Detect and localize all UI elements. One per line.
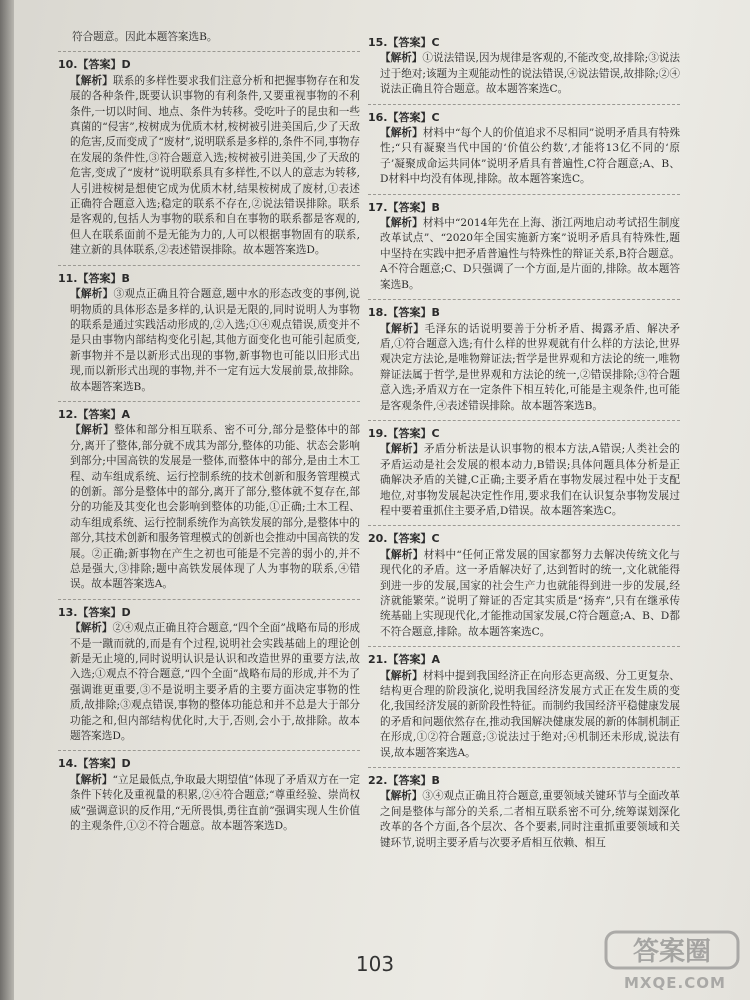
left-answer-list	[58, 51, 360, 834]
explanation	[380, 322, 680, 414]
answer-label: 11.【答案】B	[58, 271, 130, 285]
explanation-text: 矛盾分析法是认识事物的根本方法,A错误;人类社会的矛盾运动是社会发展的根本动力,B错误;具体问题具体分析是正确解决矛盾的关键,C正确;主要矛盾在事物发展过程中处于支配地位,对事物发展起决定性作用,要求我们在认识复杂事物发展过程中要着重抓住主要矛盾,D错误。故本题答案选C。	[380, 443, 680, 517]
answer-label: 17.【答案】B	[368, 200, 440, 214]
explanation-text: 整体和部分相互联系、密不可分,部分是整体中的部分,离开了整体,部分就不成其为部分,整体的功能、状态会影响到部分;中国高铁的发展是一整体,而整体中的部分,是由土木工程、动车组成系统、运行控制系统的技术创新和服务管理模式的创新。部分是整体中的部分,离开了部分,整体就不复存在,部分的功能及其变化也会影响到整体的功能,①正确;土木工程、动车组成系统、运行控制系统作为高铁发展的部分,是整体中的部分,其技术创新和服务管理模式的创新也会推动中国高铁的发展。②正确;新事物在产生之初也可能是不完善的弱小的,并不总是强大,③排除;题中高铁发展体现了人为事物的联系,④错误。故本题答案选A。	[70, 424, 361, 591]
explanation-text: 联系的多样性要求我们注意分析和把握事物存在和发展的各种条件,既要认识事物的有利条件,又要重视事物的不利条件,一切以时间、地点、条件为转移。受吃叶子的昆虫和一些真菌的“侵害”,桉树成为优质木材,桉树被引进美国后,少了天敌的危害,反而变成了“废材”,说明联系是多样的,条件不同,事物存在发展的条件性,③符合题意入选;桉树被引进美国,少了天敌的危害,变成了“废材”说明联系具有多样性,不以人的意志为转移,人引进桉树是想使它成为优质木材,结果桉树成了废材,①表述正确符合题意入选;稳定的联系不存在,②说法错误排除。联系是客观的,包括人为事物的联系和自在事物的联系都是客观的,但人在联系面前不是无能为力的,人可以根据事物固有的联系,建立新的具体联系,②表述错误排除。故本题答案选D。	[70, 74, 361, 257]
explanation	[380, 548, 680, 640]
explanation-tag: 【解析】	[380, 548, 424, 561]
answer-label: 19.【答案】C	[368, 426, 440, 440]
explanation-tag: 【解析】	[380, 217, 423, 230]
continuation-text: 符合题意。因此本题答案选B。	[72, 31, 218, 43]
explanation-tag: 【解析】	[70, 424, 115, 437]
answer-label: 13.【答案】D	[58, 605, 131, 619]
answer-label: 14.【答案】D	[58, 757, 131, 771]
answer-label: 22.【答案】B	[368, 774, 440, 788]
answer-item	[58, 265, 360, 395]
explanation-text: “立足最低点,争取最大期望值”体现了矛盾双方在一定条件下转化及重视量的积累,②④符合题意;“尊重经验、崇尚权威”强调意识的反作用,“无所畏惧,勇往直前”强调实现人生价值的主观条件,①②不符合题意。故本题答案选D。	[70, 773, 361, 833]
left-column	[58, 30, 360, 835]
explanation-text: 材料中提到我国经济正在向形态更高级、分工更复杂、结构更合理的阶段演化,说明我国经济发展方式正在发生质的变化,我国经济发展的新阶段性特征。而制约我国经济平稳健康发展的矛盾和问题依然存在,推动我国解决健康发展的新的体制机制正在形成,①②符合题意;③说法过于绝对;④机制还未形成,说法有误,故本题答案选A。	[380, 669, 680, 759]
right-column	[368, 30, 680, 851]
explanation-tag: 【解析】	[70, 74, 113, 87]
explanation-tag: 【解析】	[380, 443, 424, 456]
explanation-tag: 【解析】	[380, 669, 423, 682]
explanation	[70, 773, 360, 835]
answer-item	[368, 194, 680, 293]
explanation-text: ③④观点正确且符合题意,重要领域关键环节与全面改革之间是整体与部分的关系,二者相互联系密不可分,统筹谋划深化改革的各个方面,各个层次、各个要素,同时注重抓重要领域和关键环节,说明主要矛盾与次要矛盾相互依赖、相互	[380, 790, 680, 849]
watermark-logo	[604, 928, 744, 972]
answer-label: 21.【答案】A	[368, 653, 440, 667]
answer-item	[368, 767, 680, 851]
explanation	[380, 51, 680, 97]
watermark	[604, 928, 744, 994]
answer-item	[58, 401, 360, 593]
explanation-tag: 【解析】	[380, 322, 425, 335]
watermark-url: MXQE.COM	[624, 974, 726, 992]
answer-label: 15.【答案】C	[368, 36, 440, 49]
answer-item	[58, 750, 360, 834]
explanation-text: 材料中“每个人的价值追求不尽相同”说明矛盾具有特殊性;“只有凝聚当代中国的‘价值公约数’,才能将13亿不同的‘原子’凝聚成命运共同体”说明矛盾具有普遍性,C符合题意;A、B、D材料中均没有体现,排除。故本题答案选C。	[380, 127, 680, 186]
answer-item	[368, 299, 680, 414]
answer-item	[58, 599, 360, 745]
answer-item	[368, 30, 680, 98]
explanation	[380, 789, 680, 851]
explanation	[70, 621, 360, 744]
explanation	[70, 423, 360, 592]
answer-label: 18.【答案】B	[368, 306, 440, 320]
explanation-text: 材料中“任何正常发展的国家都努力去解决传统文化与现代化的矛盾。这一矛盾解决好了,达到暂时的统一,文化就能得到进一步的发展,国家的社会生产力也就能得到进一步的发展,经济就能繁荣。”说明了辩证的否定其实质是“扬弃”,只有在继承传统基础上实现现代化,才能推动国家发展,C符合题意;A、B、D都不符合题意,排除。故本题答案选C。	[380, 548, 681, 638]
answer-label: 12.【答案】A	[58, 407, 130, 421]
explanation-tag: 【解析】	[380, 790, 423, 803]
explanation-text: 毛泽东的话说明要善于分析矛盾、揭露矛盾、解决矛盾,①符合题意入选;有什么样的世界观就有什么样的方法论,世界观决定方法论,是唯物辩证法;哲学是世界观和方法论的统一,唯物辩证法属于哲学,是世界观和方法论的统一,②错误排除;③符合题意入选;矛盾双方在一定条件下相互转化,可能是主观条件,也可能是客观条件,④表述错误排除。故本题答案选B。	[380, 322, 681, 412]
explanation-tag: 【解析】	[70, 622, 113, 635]
explanation	[70, 287, 360, 395]
explanation-text: ②④观点正确且符合题意,“四个全面”战略布局的形成不是一蹴而就的,而是有个过程,说明社会实践基础上的理论创新是无止境的,同时说明认识是认识和改造世界的重要方法,故入选;①观点不符合题意,“四个全面”战略布局的形成,并不为了强调谁更重要,③不是说明主要矛盾的主要方面决定事物的性质,故排除;③观点错误,事物的整体功能总和并不总是大于部分功能之和,但内部结构优化时,大于,否则,会小于,故排除。故本题答案选D。	[70, 622, 361, 743]
explanation-tag: 【解析】	[380, 52, 423, 65]
answer-item	[368, 646, 680, 761]
explanation	[380, 669, 680, 761]
explanation	[380, 126, 680, 188]
right-answer-list	[368, 30, 680, 851]
page-number: 103	[355, 952, 395, 976]
explanation-text: ③观点正确且符合题意,题中水的形态改变的事例,说明物质的具体形态是多样的,认识是无限的,同时说明人为事物的联系是通过实践活动形成的,②入选;①④观点错误,质变并不是只由事物内部结构变化引起,其他方面变化也可能引起质变,新事物并不是以新形式出现的事物,新事物也可能以旧形式出现,而以新形式出现的事物,并不一定有远大发展前景,故排除。故本题答案选B。	[70, 288, 361, 393]
page-edge	[0, 0, 14, 1000]
answer-label: 20.【答案】C	[368, 532, 440, 546]
explanation-text: 材料中“2014年先在上海、浙江两地启动考试招生制度改革试点”、“2020年全国实施新方案”说明矛盾具有特殊性,题中坚持在实践中把矛盾普遍性与特殊性的辩证关系,B符合题意。A不符合题意;C、D只强调了一个方面,是片面的,排除。故本题答案选B。	[380, 217, 681, 291]
explanation	[380, 442, 680, 519]
answer-label: 16.【答案】C	[368, 110, 440, 124]
explanation-tag: 【解析】	[70, 773, 113, 786]
explanation-tag: 【解析】	[380, 127, 423, 140]
explanation-tag: 【解析】	[70, 288, 114, 301]
explanation	[70, 74, 360, 259]
answer-item	[368, 104, 680, 188]
answer-item	[368, 525, 680, 640]
answer-item	[58, 51, 360, 258]
answer-label: 10.【答案】D	[58, 58, 131, 72]
answer-item	[368, 420, 680, 519]
watermark-logo-text: 答案圈	[632, 937, 712, 967]
explanation	[380, 216, 680, 293]
explanation-text: ①说法错误,因为规律是客观的,不能改变,故排除;③说法过于绝对;该题为主观能动性的说法错误,④说法错误,故排除;②④说法正确且符合题意。故本题答案选C。	[380, 52, 681, 96]
